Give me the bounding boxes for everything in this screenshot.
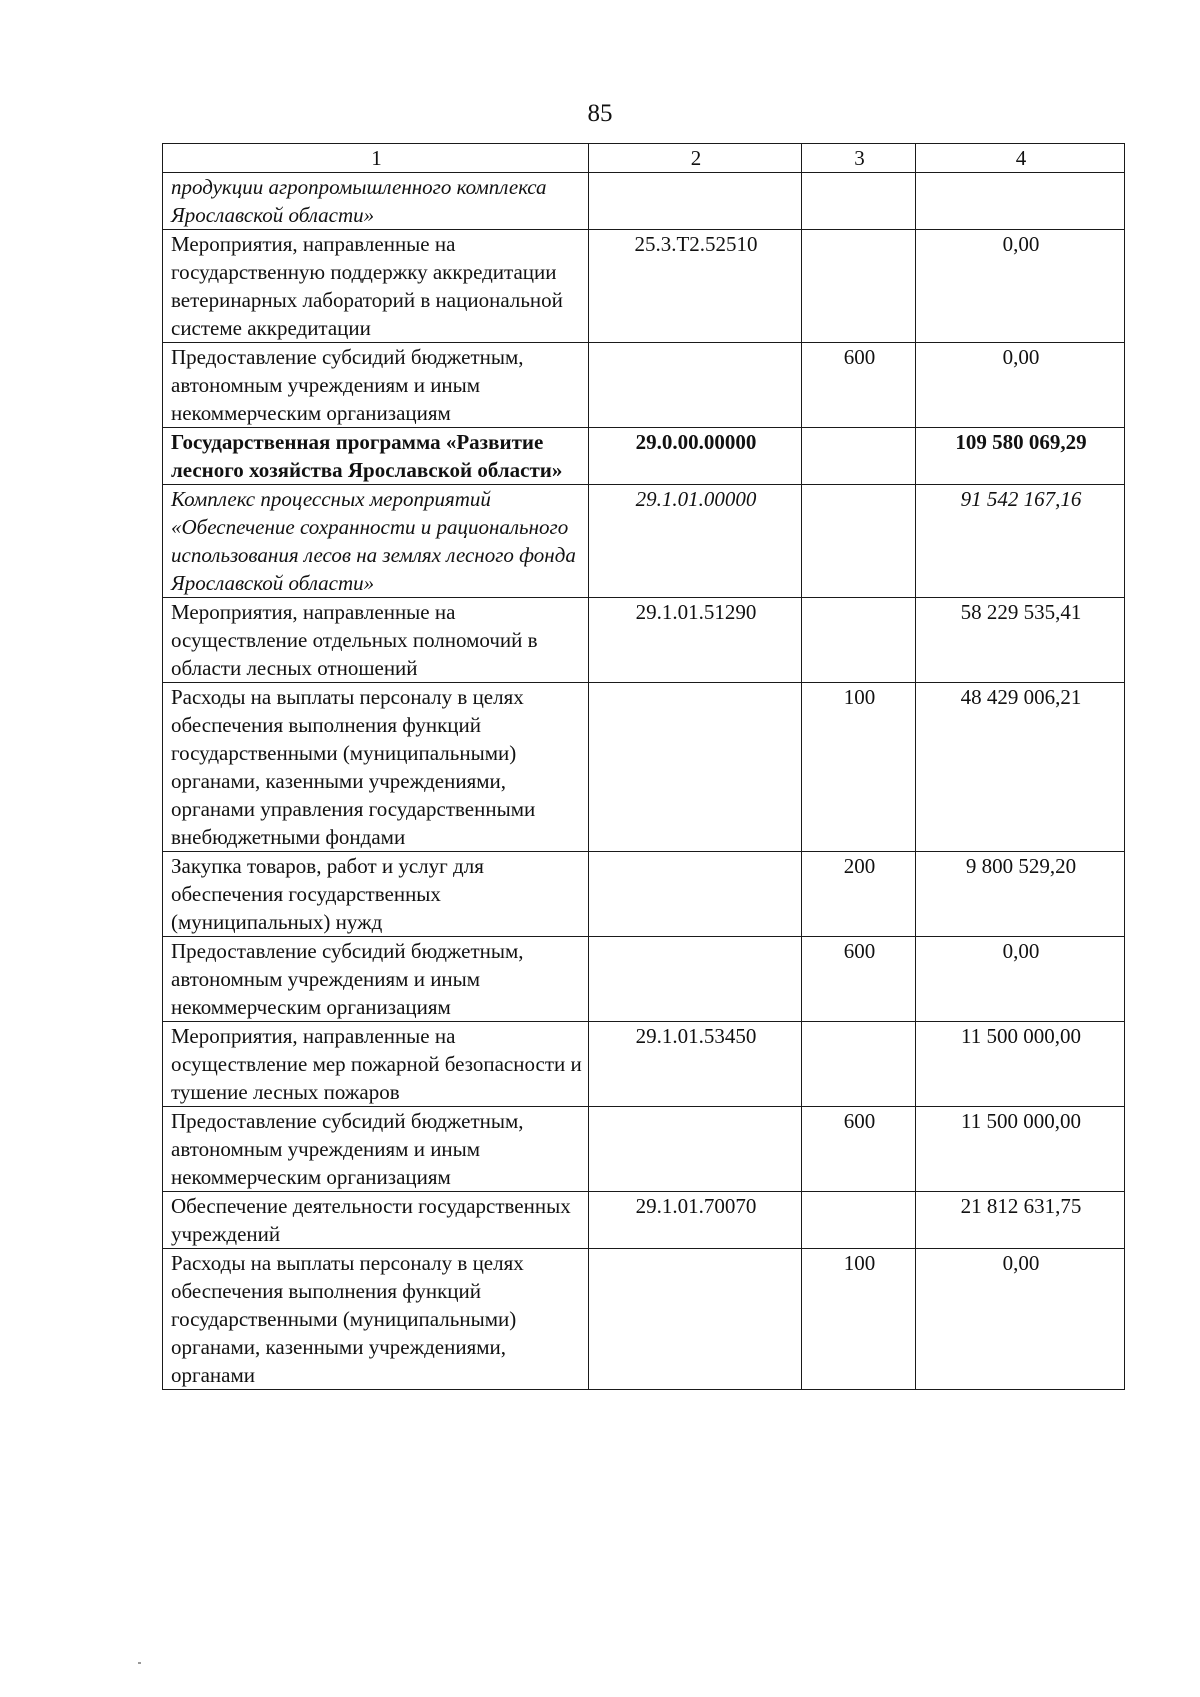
row-name-cell: Предоставление субсидий бюджетным, автономным учреждениям и иным некоммерческим организациям	[163, 1107, 589, 1192]
table-row	[163, 937, 1125, 1022]
row-code-cell: 29.1.01.51290	[589, 598, 802, 683]
row-type-cell	[802, 173, 916, 230]
row-code-cell	[589, 343, 802, 428]
row-type-cell: 600	[802, 937, 916, 1022]
row-code-cell: 29.1.01.53450	[589, 1022, 802, 1107]
header-cell-3: 3	[802, 144, 916, 173]
scan-speck	[138, 1662, 141, 1664]
header-cell-4: 4	[916, 144, 1125, 173]
row-name-cell: Закупка товаров, работ и услуг для обеспечения государственных (муниципальных) нужд	[163, 852, 589, 937]
row-type-cell: 600	[802, 343, 916, 428]
row-name-cell: Комплекс процессных мероприятий «Обеспечение сохранности и рационального использования лесов на землях лесного фонда Ярославской области»	[163, 485, 589, 598]
row-amount-cell: 109 580 069,29	[916, 428, 1125, 485]
table-row	[163, 852, 1125, 937]
table-row	[163, 230, 1125, 343]
row-amount-cell: 21 812 631,75	[916, 1192, 1125, 1249]
page-number: 85	[587, 100, 613, 127]
table-header-row	[163, 144, 1125, 173]
table-row	[163, 428, 1125, 485]
row-name-cell: продукции агропромышленного комплекса Ярославской области»	[163, 173, 589, 230]
budget-table	[162, 143, 1125, 1390]
row-amount-cell	[916, 173, 1125, 230]
table-row	[163, 485, 1125, 598]
row-type-cell: 600	[802, 1107, 916, 1192]
table-row	[163, 1249, 1125, 1390]
row-type-cell	[802, 598, 916, 683]
table-row	[163, 598, 1125, 683]
row-name-cell: Государственная программа «Развитие лесного хозяйства Ярославской области»	[163, 428, 589, 485]
row-name-cell: Мероприятия, направленные на государственную поддержку аккредитации ветеринарных лабораторий в национальной системе аккредитации	[163, 230, 589, 343]
row-code-cell: 25.3.Т2.52510	[589, 230, 802, 343]
row-amount-cell: 9 800 529,20	[916, 852, 1125, 937]
row-name-cell: Расходы на выплаты персоналу в целях обеспечения выполнения функций государственными (муниципальными) органами, казенными учреждениями, органами управления государственными внебюджетными фондами	[163, 683, 589, 852]
row-type-cell: 100	[802, 683, 916, 852]
row-type-cell	[802, 1192, 916, 1249]
row-code-cell	[589, 937, 802, 1022]
row-code-cell: 29.1.01.70070	[589, 1192, 802, 1249]
table-row	[163, 1107, 1125, 1192]
row-amount-cell: 0,00	[916, 230, 1125, 343]
row-code-cell: 29.1.01.00000	[589, 485, 802, 598]
row-name-cell: Предоставление субсидий бюджетным, автономным учреждениям и иным некоммерческим организациям	[163, 937, 589, 1022]
row-amount-cell: 58 229 535,41	[916, 598, 1125, 683]
row-code-cell	[589, 852, 802, 937]
row-amount-cell: 11 500 000,00	[916, 1022, 1125, 1107]
table-row	[163, 173, 1125, 230]
row-name-cell: Обеспечение деятельности государственных учреждений	[163, 1192, 589, 1249]
table-row	[163, 1022, 1125, 1107]
row-amount-cell: 0,00	[916, 937, 1125, 1022]
row-type-cell	[802, 485, 916, 598]
row-type-cell	[802, 1022, 916, 1107]
row-type-cell: 200	[802, 852, 916, 937]
table-row	[163, 343, 1125, 428]
row-name-cell: Предоставление субсидий бюджетным, автономным учреждениям и иным некоммерческим организациям	[163, 343, 589, 428]
row-amount-cell: 11 500 000,00	[916, 1107, 1125, 1192]
row-code-cell: 29.0.00.00000	[589, 428, 802, 485]
row-type-cell	[802, 230, 916, 343]
row-amount-cell: 48 429 006,21	[916, 683, 1125, 852]
row-type-cell	[802, 428, 916, 485]
row-code-cell	[589, 173, 802, 230]
row-amount-cell: 0,00	[916, 343, 1125, 428]
row-name-cell: Мероприятия, направленные на осуществление мер пожарной безопасности и тушение лесных пожаров	[163, 1022, 589, 1107]
row-amount-cell: 91 542 167,16	[916, 485, 1125, 598]
row-code-cell	[589, 1107, 802, 1192]
header-cell-1: 1	[163, 144, 589, 173]
row-name-cell: Расходы на выплаты персоналу в целях обеспечения выполнения функций государственными (муниципальными) органами, казенными учреждениями, органами	[163, 1249, 589, 1390]
row-code-cell	[589, 683, 802, 852]
row-amount-cell: 0,00	[916, 1249, 1125, 1390]
header-cell-2: 2	[589, 144, 802, 173]
row-name-cell: Мероприятия, направленные на осуществление отдельных полномочий в области лесных отношений	[163, 598, 589, 683]
row-code-cell	[589, 1249, 802, 1390]
row-type-cell: 100	[802, 1249, 916, 1390]
table-row	[163, 683, 1125, 852]
table-row	[163, 1192, 1125, 1249]
